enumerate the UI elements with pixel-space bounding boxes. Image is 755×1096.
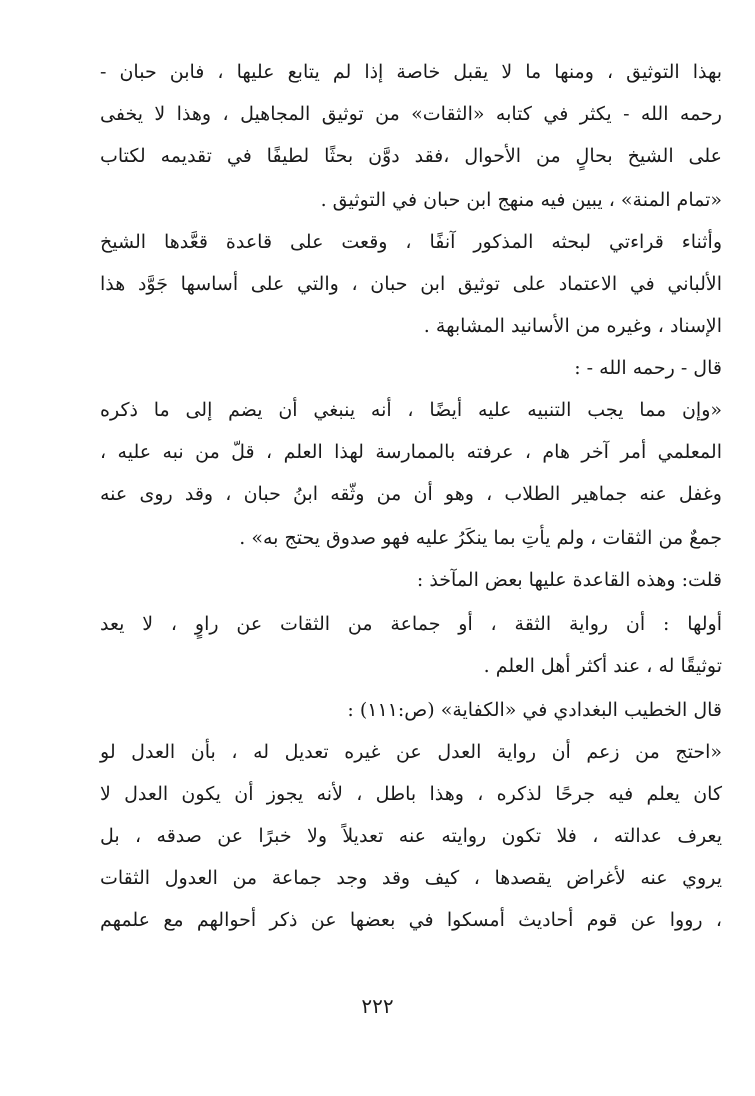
text-line-16: قال الخطيب البغدادي في «الكفاية» (ص:١١١) : xyxy=(347,699,722,721)
text-line-14: أولها : أن رواية الثقة ، أو جماعة من الثقات عن راوٍ ، لا يعد xyxy=(100,613,722,635)
text-line-18: كان يعلم فيه جرحًا لذكره ، وهذا باطل ، لأنه يجوز أن يكون العدل لا xyxy=(100,783,722,805)
text-line-6: الألباني في الاعتماد على توثيق ابن حبان ، والتي على أساسها جَوَّد هذا xyxy=(100,273,722,295)
text-line-1: بهذا التوثيق ، ومنها ما لا يقبل خاصة إذا لم يتابع عليها ، فابن حبان - xyxy=(100,61,722,83)
text-line-12: جمعٌ من الثقات ، ولم يأتِ بما ينكَرُ عليه فهو صدوق يحتج به» . xyxy=(239,527,722,549)
text-line-13: قلت: وهذه القاعدة عليها بعض المآخذ : xyxy=(416,569,722,591)
text-line-19: يعرف عدالته ، فلا تكون روايته عنه تعديلاً ولا خبرًا عن صدقه ، بل xyxy=(100,825,722,847)
text-line-10: المعلمي أمر آخر هام ، عرفته بالممارسة لهذا العلم ، قلّ من نبه عليه ، xyxy=(100,441,722,463)
page-number: ٢٢٢ xyxy=(361,994,394,1018)
text-line-21: ، رووا عن قوم أحاديث أمسكوا في بعضها عن ذكر أحوالهم مع علمهم xyxy=(100,909,722,931)
text-line-11: وغفل عنه جماهير الطلاب ، وهو أن من وثّقه ابنُ حبان ، وقد روى عنه xyxy=(100,483,722,505)
text-line-8: قال - رحمه الله - : xyxy=(574,357,722,379)
text-line-4: «تمام المنة» ، يبين فيه منهج ابن حبان في التوثيق . xyxy=(320,189,722,211)
text-line-15: توثيقًا له ، عند أكثر أهل العلم . xyxy=(483,655,722,677)
text-line-7: الإسناد ، وغيره من الأسانيد المشابهة . xyxy=(423,315,722,337)
text-line-2: رحمه الله - يكثر في كتابه «الثقات» من توثيق المجاهيل ، وهذا لا يخفى xyxy=(100,103,722,125)
text-line-9: «وإن مما يجب التنبيه عليه أيضًا ، أنه ينبغي أن يضم إلى ما ذكره xyxy=(100,399,722,421)
text-line-17: «احتج من زعم أن رواية العدل عن غيره تعديل له ، بأن العدل لو xyxy=(100,741,722,763)
text-line-5: وأثناء قراءتي لبحثه المذكور آنفًا ، وقعت على قاعدة قعَّدها الشيخ xyxy=(100,231,722,253)
text-line-3: على الشيخ بحالٍ من الأحوال ،فقد دوَّن بحثًا لطيفًا في تقديمه لكتاب xyxy=(100,145,722,167)
text-line-20: يروي عنه لأغراض يقصدها ، كيف وقد وجد جماعة من العدول الثقات xyxy=(100,867,722,889)
